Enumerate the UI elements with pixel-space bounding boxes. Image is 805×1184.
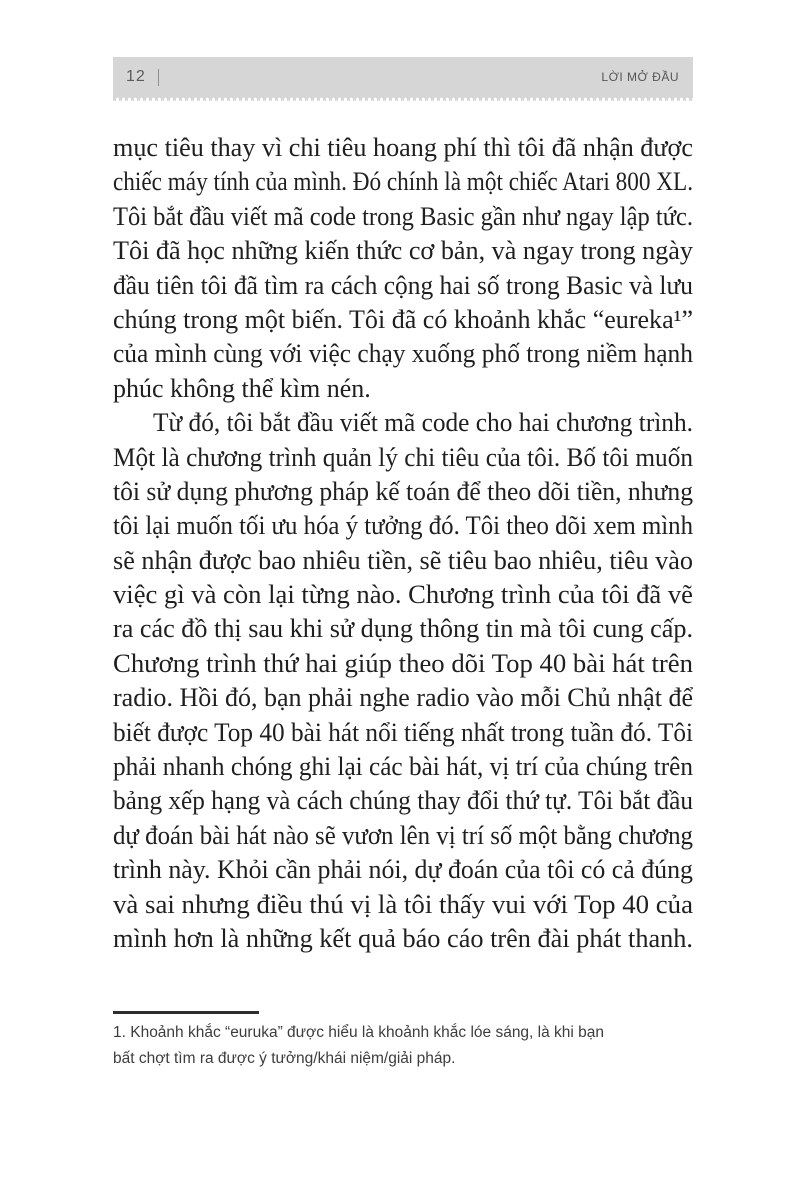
svg-text:radio. Hồi đó, bạn phải nghe r: radio. Hồi đó, bạn phải nghe radio vào mỗi Chủ nhật để: [113, 683, 694, 713]
svg-text:phải nhanh chóng ghi lại các b: phải nhanh chóng ghi lại các bài hát, vị trí của chúng trên: [113, 752, 693, 782]
running-chapter-title: LỜI MỞ ĐẦU: [601, 70, 679, 84]
page-header: [113, 57, 693, 97]
body-text-line: [113, 164, 693, 198]
svg-text:Tôi đã học những kiến thức cơ: Tôi đã học những kiến thức cơ bản, và ngay trong ngày: [113, 236, 693, 266]
svg-text:sẽ nhận được bao nhiêu tiền, s: sẽ nhận được bao nhiêu tiền, sẽ tiêu bao nhiêu, tiêu vào: [113, 545, 693, 575]
header-separator-bar: [158, 69, 159, 86]
svg-text:việc gì và còn lại từng nào. C: việc gì và còn lại từng nào. Chương trình của tôi đã vẽ: [113, 580, 693, 610]
body-text-line: [113, 818, 693, 852]
body-text-line: [113, 852, 693, 886]
body-text: [113, 130, 693, 955]
body-text-line: [113, 371, 693, 405]
body-text-line: [113, 440, 693, 474]
body-text-line: [113, 336, 693, 370]
footnote-text: [113, 1020, 713, 1072]
page-number: 12: [126, 68, 146, 85]
body-text-line: [113, 921, 693, 955]
footnote: [113, 1011, 713, 1072]
body-text-line: [113, 474, 693, 508]
paragraph-2: [113, 405, 693, 955]
svg-text:Chương trình thứ hai giúp theo: Chương trình thứ hai giúp theo dõi Top 40 bài hát trên: [113, 648, 693, 678]
footnote-rule: [113, 1011, 259, 1014]
svg-text:tôi sử dụng phương pháp kế toá: tôi sử dụng phương pháp kế toán để theo dõi tiền, nhưng: [113, 476, 693, 506]
body-text-line: [113, 405, 693, 439]
body-text-line: [113, 577, 693, 611]
body-text-line: [113, 508, 693, 542]
svg-text:của mình cùng với việc chạy xu: của mình cùng với việc chạy xuống phố trong niềm hạnh: [113, 339, 693, 369]
svg-text:bảng xếp hạng và cách chúng th: bảng xếp hạng và cách chúng thay đổi thứ tự. Tôi bắt đầu: [113, 786, 693, 816]
svg-text:tôi lại muốn tối ưu hóa ý tưởn: tôi lại muốn tối ưu hóa ý tưởng đó. Tôi theo dõi xem mình: [113, 511, 693, 541]
svg-text:chúng trong một biến. Tôi đã c: chúng trong một biến. Tôi đã có khoảnh khắc “eureka¹”: [113, 304, 693, 334]
body-text-line: [113, 715, 693, 749]
body-text-line: [113, 268, 693, 302]
svg-text:mình hơn là những kết quả báo: mình hơn là những kết quả báo cáo trên đài phát thanh.: [113, 923, 693, 953]
svg-text:mục tiêu thay vì chi tiêu hoan: mục tiêu thay vì chi tiêu hoang phí thì tôi đã nhận được: [113, 133, 693, 162]
svg-text:Tôi bắt đầu viết mã code trong: Tôi bắt đầu viết mã code trong Basic gần như ngay lập tức.: [113, 201, 693, 231]
svg-text:chiếc máy tính của mình. Đó ch: chiếc máy tính của mình. Đó chính là một chiếc Atari 800 XL.: [113, 167, 693, 197]
svg-text:dự đoán bài hát nào sẽ vươn lê: dự đoán bài hát nào sẽ vươn lên vị trí số một bằng chương: [113, 820, 693, 850]
footnote-line: 1. Khoảnh khắc “euruka” được hiểu là khoảnh khắc lóe sáng, là khi bạn: [113, 1024, 605, 1041]
header-left: [126, 68, 159, 86]
body-text-line: [113, 783, 693, 817]
paragraph-1: [113, 130, 693, 405]
svg-text:ra các đồ thị sau khi sử dụng: ra các đồ thị sau khi sử dụng thông tin mà tôi cung cấp.: [113, 614, 693, 644]
body-text-line: [113, 749, 693, 783]
header-torn-edge: [113, 97, 693, 101]
svg-text:và sai nhưng điều thú vị là tô: và sai nhưng điều thú vị là tôi thấy vui với Top 40 của: [113, 889, 694, 919]
svg-text:trình này. Khỏi cần phải nói,: trình này. Khỏi cần phải nói, dự đoán của tôi có cả đúng: [113, 855, 693, 885]
body-text-line: [113, 646, 693, 680]
svg-text:Một là chương trình quản lý ch: Một là chương trình quản lý chi tiêu của tôi. Bố tôi muốn: [113, 442, 693, 472]
svg-text:Từ đó, tôi bắt đầu viết mã cod: Từ đó, tôi bắt đầu viết mã code cho hai chương trình.: [153, 408, 693, 438]
body-text-line: [113, 887, 693, 921]
footnote-line: bất chợt tìm ra được ý tưởng/khái niệm/giải pháp.: [113, 1050, 456, 1067]
body-text-line: [113, 680, 693, 714]
body-text-line: [113, 199, 693, 233]
body-text-line: [113, 543, 693, 577]
body-text-line: [113, 130, 693, 164]
svg-text:biết được Top 40 bài hát nổi t: biết được Top 40 bài hát nổi tiếng nhất trong tuần đó. Tôi: [113, 717, 693, 747]
svg-text:đầu tiên tôi đã tìm ra cách cộ: đầu tiên tôi đã tìm ra cách cộng hai số trong Basic và lưu: [113, 270, 693, 300]
svg-text:phúc không thể kìm nén.: phúc không thể kìm nén.: [113, 373, 371, 403]
body-text-line: [113, 302, 693, 336]
body-text-line: [113, 611, 693, 645]
body-text-line: [113, 233, 693, 267]
